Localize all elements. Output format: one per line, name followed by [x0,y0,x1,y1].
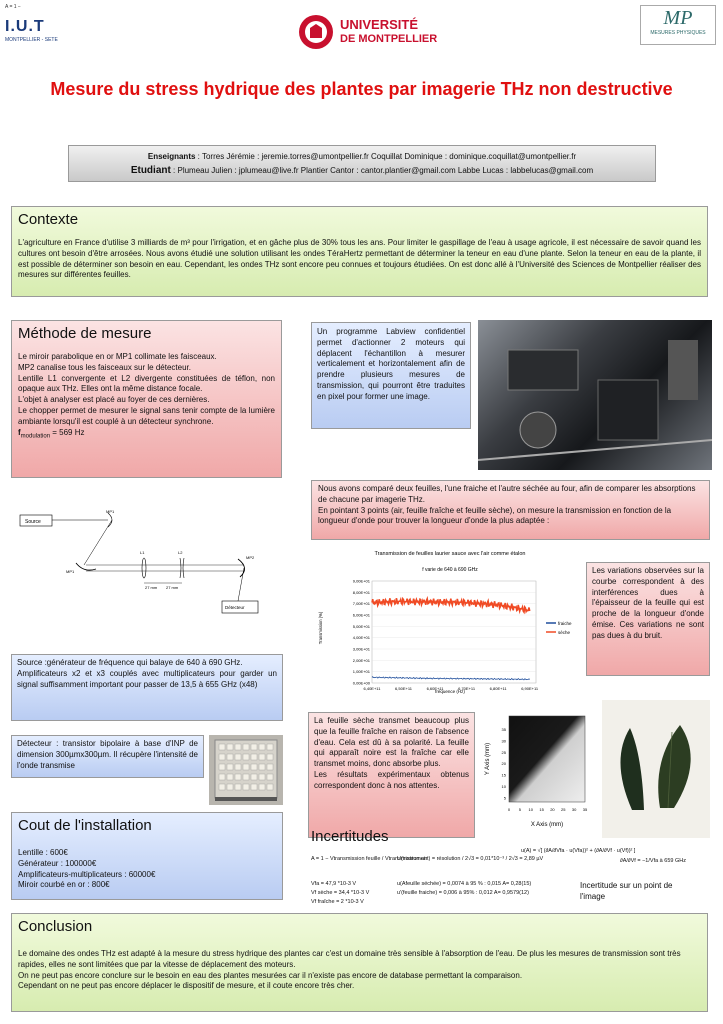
cout-item: Lentille : 600€ [18,848,68,857]
fmod-value: = 569 Hz [50,427,85,437]
cout-item: Générateur : 100000€ [18,858,97,868]
chart-x-tick: 6,70E+11 [458,686,476,691]
heatmap-x-tick: 15 [539,807,544,812]
conclusion-line: Le domaine des ondes THz est adapté à la mesure du stress hydrique des plantes car c'est un domaine très sensible à l'absorption de l'eau. De plus les mesures de transmission sont très rapides, elles ne sont limitées que par la vitesse de déplacement des moteurs. [18,949,681,969]
cout-box [11,812,283,900]
students-label: Etudiant [130,165,171,176]
detector-chip-icon [209,735,283,805]
formula-u-instrument: U(instrument) = résolution / 2√3 = 0,01*10⁻³ / 2√3 = 2,89 µV [397,856,544,862]
methode-box [11,320,282,478]
uncertainty-note: Incertitude sur un point de l'image [580,881,673,901]
chart-y-tick: 2,00E+01 [352,657,370,663]
formula-a: A = 1 − Vtransmission feuille / Vtransmission air [311,856,428,862]
iut-logo [5,4,63,44]
teachers-label: Enseignants [147,152,196,161]
chart-ylabel: Transmission (%) [318,611,323,645]
diagram-l1-label: L1 [140,550,145,555]
university-seal-icon [298,12,334,52]
detector-chip-photo [209,735,283,805]
diagram-detector-label: Détecteur [225,605,245,610]
heatmap-y-tick: 10 [501,784,506,790]
voltage-air: Vfa = 47,9 *10-3 V [311,881,357,887]
voltage-seche: Vf sèche = 34,4 *10-3 V [311,890,370,896]
teachers-line [75,150,649,164]
chart-subtitle: f varie de 640 à 690 GHz [422,567,478,573]
contexte-heading: Contexte [18,211,79,228]
methode-heading: Méthode de mesure [18,325,152,342]
heatmap-x-tick: 25 [561,807,566,812]
chart-y-tick: 8,00E+01 [352,589,370,595]
lab-setup-photo [478,320,712,470]
university-name-line1: UNIVERSITÉ [340,17,419,32]
methode-text [18,352,275,440]
detecteur-text: Détecteur : transistor bipolaire à base d'INP de dimension 300µmx300µm. Il récupère l'intensité de l'onde transmise [17,739,198,770]
cout-heading: Cout de l'installation [18,817,152,834]
students-line [75,164,649,178]
diagram-mp2-label: MP2 [246,555,255,560]
diagram-d2-label: 27 mm [166,585,179,590]
students-text: : Plumeau Julien : jplumeau@live.fr Plantier Cantor : cantor.plantier@gmail.com Labbe Lucas : labbelucas@gmail.com [170,166,594,175]
voltage-fraiche: Vf fraîche = 2 *10-3 V [311,899,364,905]
diagram-source-label: Source [25,519,41,525]
legend-label-seche: sèche [558,630,571,635]
heatmap-y-tick: 25 [501,749,506,755]
chart-x-tick: 6,80E+11 [489,686,507,691]
formula-da: ∂A/∂Vf = −1/Vfa à 659 GHz [620,858,686,864]
labview-box [311,322,471,429]
detecteur-box [11,735,204,778]
iut-city-text: MONTPELLIER - SETE [5,37,58,43]
conclusion-line: Cependant on ne peut pas encore déplacer le dispositif de mesure, et il coute encore très cher. [18,981,355,991]
seche-line: Les résultats expérimentaux obtenus correspondent donc à nos attentes. [314,769,469,790]
iut-logo-text: I.U.T [5,18,45,35]
cout-list [18,848,276,891]
methode-line: L'objet à analyser est placé au foyer de ces dernières. [18,395,210,405]
teachers-text: : Torres Jérémie : jeremie.torres@umontpellier.fr Coquillat Dominique : dominique.coquillat@umontpellier.fr [195,152,577,161]
heatmap-y-tick: 30 [501,738,506,744]
conclusion-line: On ne peut pas encore conclure sur le besoin en eau des plantes mesurées car il n'existe pas encore de database permettant la comparaison. [18,970,523,980]
heatmap-image [509,716,585,802]
leaf-photo [602,700,710,838]
fmod-line [18,428,275,441]
heatmap-x-tick: 5 [518,807,521,812]
uncertainty-results [397,880,531,898]
chart-y-tick: 5,00E+01 [352,623,370,629]
variations-box [586,562,710,676]
seche-box [308,712,475,838]
seche-line: La feuille sèche transmet beaucoup plus que la feuille fraîche en raison de l'absence d'eau. Cela est dû à sa polarité. La feuille qui apparaît noire est la fraîche car elle transmet moins, donc absorbe plus. [314,716,469,769]
chart-x-tick: 6,40E+11 [363,686,381,691]
comparaison-line: En pointant 3 points (air, feuille fraîche et feuille sèche), on mesure la transmission en fonction de la longueur d'onde pour trouver la longueur d'onde la plus adaptée : [318,505,672,526]
heatmap-y-tick: 35 [501,726,506,732]
university-name-line2: DE MONTPELLIER [340,33,438,45]
lab-equipment-icon [478,320,712,470]
cout-item: Miroir courbé en or : 800€ [18,880,110,890]
poster-title: Mesure du stress hydrique des plantes par imagerie THz non destructive [50,79,673,99]
comparaison-box [311,480,710,540]
fmod-label: f [18,427,21,437]
heatmap-x-tick: 30 [571,807,577,812]
chart-y-tick: 3,00E+01 [352,646,370,652]
chart-y-tick: 4,00E+01 [352,635,370,641]
comparaison-line: Nous avons comparé deux feuilles, l'une fraiche et l'autre séchée au four, afin de comparer les absorptions de chacune par imagerie THz. [318,484,696,504]
incertitudes-heading: Incertitudes [311,828,389,845]
chart-plot-area [372,581,536,683]
lens-l2-icon [180,558,184,578]
methode-line: Le miroir parabolique en or MP1 collimate les faisceaux. [18,352,217,361]
mp-logo-text: MP [663,7,693,29]
authors-box [68,145,656,182]
heatmap-y-tick: 20 [501,761,506,767]
transmission-chart [310,545,580,695]
mp-logo-sub: MESURES PHYSIQUES [650,30,706,36]
lens-l1-icon [142,558,146,578]
uncertainty-fraiche: u'(feuille fraiche) = 0,006 à 95% : 0,012 A= 0,9579(12) [397,890,529,896]
contexte-text: L'agriculture en France d'utilise 3 milliards de m³ pour l'irrigation, et en gâche plus de 30% tous les ans. Pour limiter le gaspillage de l'eau à usage agricole, il est nécessaire de savoir quand les cultures ont besoin d'être arrosées. Nous avons étudié une solution utilisant les ondes TéraHertz permettant de déterminer la teneur en eau d'une plante. Selon la teneur en eau de la plante, il est possible de déterminer son besoin en eau. Cependant, les ondes THz sont encore peu connues et toujours étudiées. On est donc allé à l'Université des Sciences de Montpellier réaliser des mesures sur différentes feuilles. [18,238,701,280]
voltage-values [311,880,369,907]
thz-image-heatmap [477,712,592,837]
methode-line: MP2 canalise tous les faisceaux sur le détecteur. [18,362,191,372]
formula-ua: u(A) = √[ (∂A/∂Vfa · u(Vfa))² + (∂A/∂Vf · u(Vf))² ] [521,848,636,854]
labview-text: Un programme Labview confidentiel permet d'actionner 2 moteurs qui déplacent l'échantillon à mesurer verticalement et horizontalement afin de prendre plusieurs mesures de transmission, qui pourront être traduites en pixel pour former une image. [317,327,465,401]
mp-logo [640,5,716,45]
chart-y-tick: 0,00E+00 [352,680,370,686]
heatmap-ylabel: Y Axis (mm) [485,742,491,776]
university-logo [298,10,448,56]
chart-title: Transmission de feuilles laurier sauce avec l'air comme étalon [374,551,526,557]
chart-legend [546,621,572,635]
fmod-sub: modulation [20,433,51,440]
contexte-box [11,206,708,297]
heatmap-xlabel: X Axis (mm) [530,822,564,828]
heatmap-x-tick: 35 [582,807,588,812]
chart-series-line-seche [372,598,530,612]
chart-y-tick: 1,00E+01 [352,669,370,675]
heatmap-x-tick: 10 [528,807,533,812]
source-box [11,654,283,721]
leaf-icon [602,700,710,838]
conclusion-heading: Conclusion [18,918,93,935]
chart-y-tick: 7,00E+01 [352,601,370,607]
uncertainty-seche: u(Afeuille séchée) = 0,0074 à 95 % : 0,015 A= 0,28(15) [397,881,532,887]
diagram-mp1-label: MP1 [66,569,75,574]
heatmap-x-tick: 20 [550,807,555,812]
diagram-mp1-top: MP1 [106,509,115,514]
methode-line: Le chopper permet de mesurer le signal sans tenir compte de la lumière ambiante lorsqu'il est couplé à un détecteur synchrone. [18,405,275,426]
conclusion-box [11,913,708,1012]
chart-series-line-fraiche [372,677,530,680]
variations-text: Les variations observées sur la courbe correspondent à des interférences dues à l'épaisseur de la feuille qui est proche de la longueur d'onde émise. Ces variations ne sont pas dues à du bruit. [592,566,704,640]
heatmap-x-tick: 0 [507,807,511,812]
methode-line: Lentille L1 convergente et L2 divergente constituées de téflon, non opaque aux THz. Elles ont la même distance focale. [18,373,275,394]
cout-item: Amplificateurs-multiplicateurs : 60000€ [18,869,156,879]
diagram-l2-label: L2 [178,550,183,555]
source-line: Amplificateurs x2 et x3 couplés avec multiplicateurs pour garder un signal suffisamment important pour passer de 13,5 à 655 GHz (x48) [17,668,277,689]
conclusion-text [18,949,701,992]
chart-y-tick: 9,00E+01 [352,578,370,584]
chart-y-tick: 6,00E+01 [352,612,370,618]
source-line: Source :générateur de fréquence qui balaye de 640 à 690 GHz. [17,658,243,667]
chart-x-tick: 6,60E+11 [426,686,444,691]
heatmap-y-tick: 15 [501,772,506,778]
diagram-d1-label: 27 mm [145,585,158,590]
iut-corner-text: A = 1 − [5,4,21,10]
legend-label-fraiche: fraiche [558,621,572,626]
chart-x-tick: 6,50E+11 [395,686,413,691]
chart-xlabel: fréquence (Hz) [435,689,465,694]
optical-setup-diagram [16,505,282,623]
chart-x-tick: 6,90E+11 [521,686,539,691]
heatmap-y-tick: 5 [503,795,506,801]
